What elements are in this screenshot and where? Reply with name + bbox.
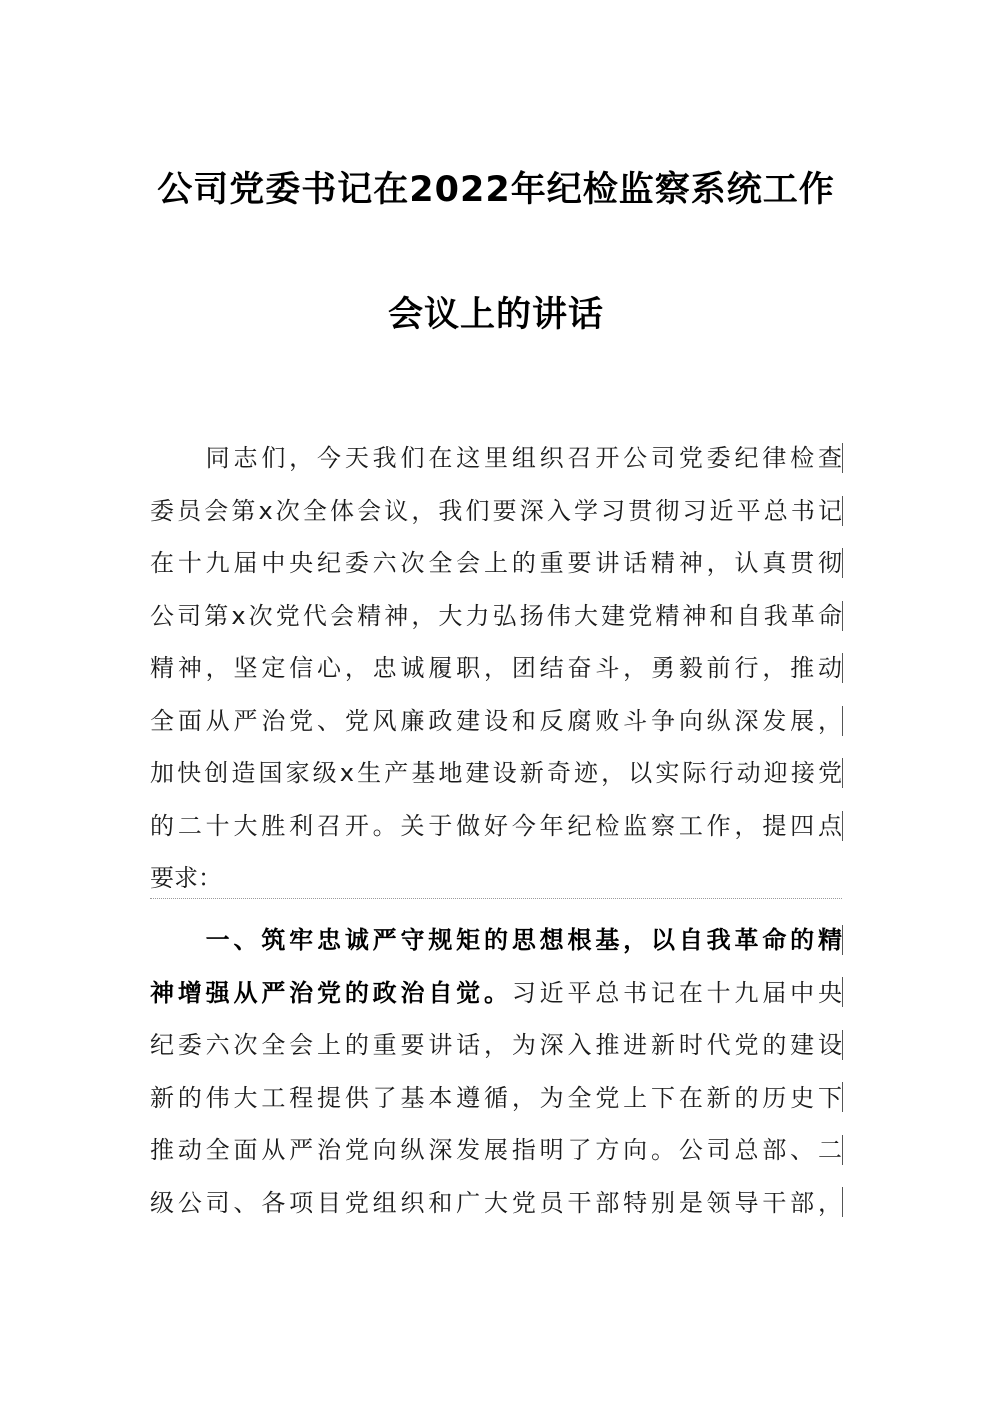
margin-bar [842, 706, 843, 736]
paragraph-line: 全面从严治党、党风廉政建设和反腐败斗争向纵深发展， [150, 706, 842, 735]
paragraph-line-mixed [150, 967, 842, 1020]
section-heading-tail: 神增强从严治党的政治自觉。 [150, 978, 512, 1007]
paragraph-line: 纪委六次全会上的重要讲话，为深入推进新时代党的建设 [150, 1031, 842, 1059]
margin-bar [842, 496, 843, 526]
section-divider [150, 898, 842, 899]
paragraph-line-text: 习近平总书记在十九届中央 [511, 978, 842, 1007]
margin-bar [842, 653, 843, 683]
section-heading-line: 一、筑牢忠诚严守规矩的思想根基，以自我革命的精 [150, 926, 842, 954]
margin-bar [842, 548, 843, 578]
paragraph-line: 的二十大胜利召开。关于做好今年纪检监察工作，提四点 [150, 811, 842, 840]
paragraph-line: 推动全面从严治党向纵深发展指明了方向。公司总部、二 [150, 1136, 842, 1164]
margin-bar [842, 811, 843, 841]
paragraph-line: 委员会第x次全体会议，我们要深入学习贯彻习近平总书记 [150, 496, 842, 525]
paragraph-line: 公司第x次党代会精神，大力弘扬伟大建党精神和自我革命 [150, 601, 842, 630]
paragraph-line: 要求： [150, 864, 222, 892]
paragraph-line: 同志们，今天我们在这里组织召开公司党委纪律检查 [150, 444, 842, 472]
margin-bar [842, 977, 843, 1007]
section-one-paragraph [150, 914, 842, 1229]
paragraph-line: 在十九届中央纪委六次全会上的重要讲话精神，认真贯彻 [150, 549, 842, 577]
paragraph-line: 级公司、各项目党组织和广大党员干部特别是领导干部， [150, 1188, 842, 1217]
margin-bar [842, 1187, 843, 1217]
margin-bar [842, 601, 843, 631]
paragraph-line: 加快创造国家级x生产基地建设新奇迹，以实际行动迎接党 [150, 759, 842, 787]
document-title-line-2: 会议上的讲话 [387, 295, 604, 335]
opening-paragraph [150, 432, 842, 905]
margin-bar [842, 1135, 843, 1165]
margin-bar [842, 1082, 843, 1112]
paragraph-line: 精神，坚定信心，忠诚履职，团结奋斗，勇毅前行，推动 [150, 654, 842, 682]
margin-bar [842, 925, 843, 955]
margin-bar [842, 758, 843, 788]
margin-bar [842, 443, 843, 473]
margin-bar [842, 1030, 843, 1060]
document-title-line-1: 公司党委书记在2022年纪检监察系统工作 [157, 170, 835, 210]
paragraph-line: 新的伟大工程提供了基本遵循，为全党上下在新的历史下 [150, 1083, 842, 1112]
